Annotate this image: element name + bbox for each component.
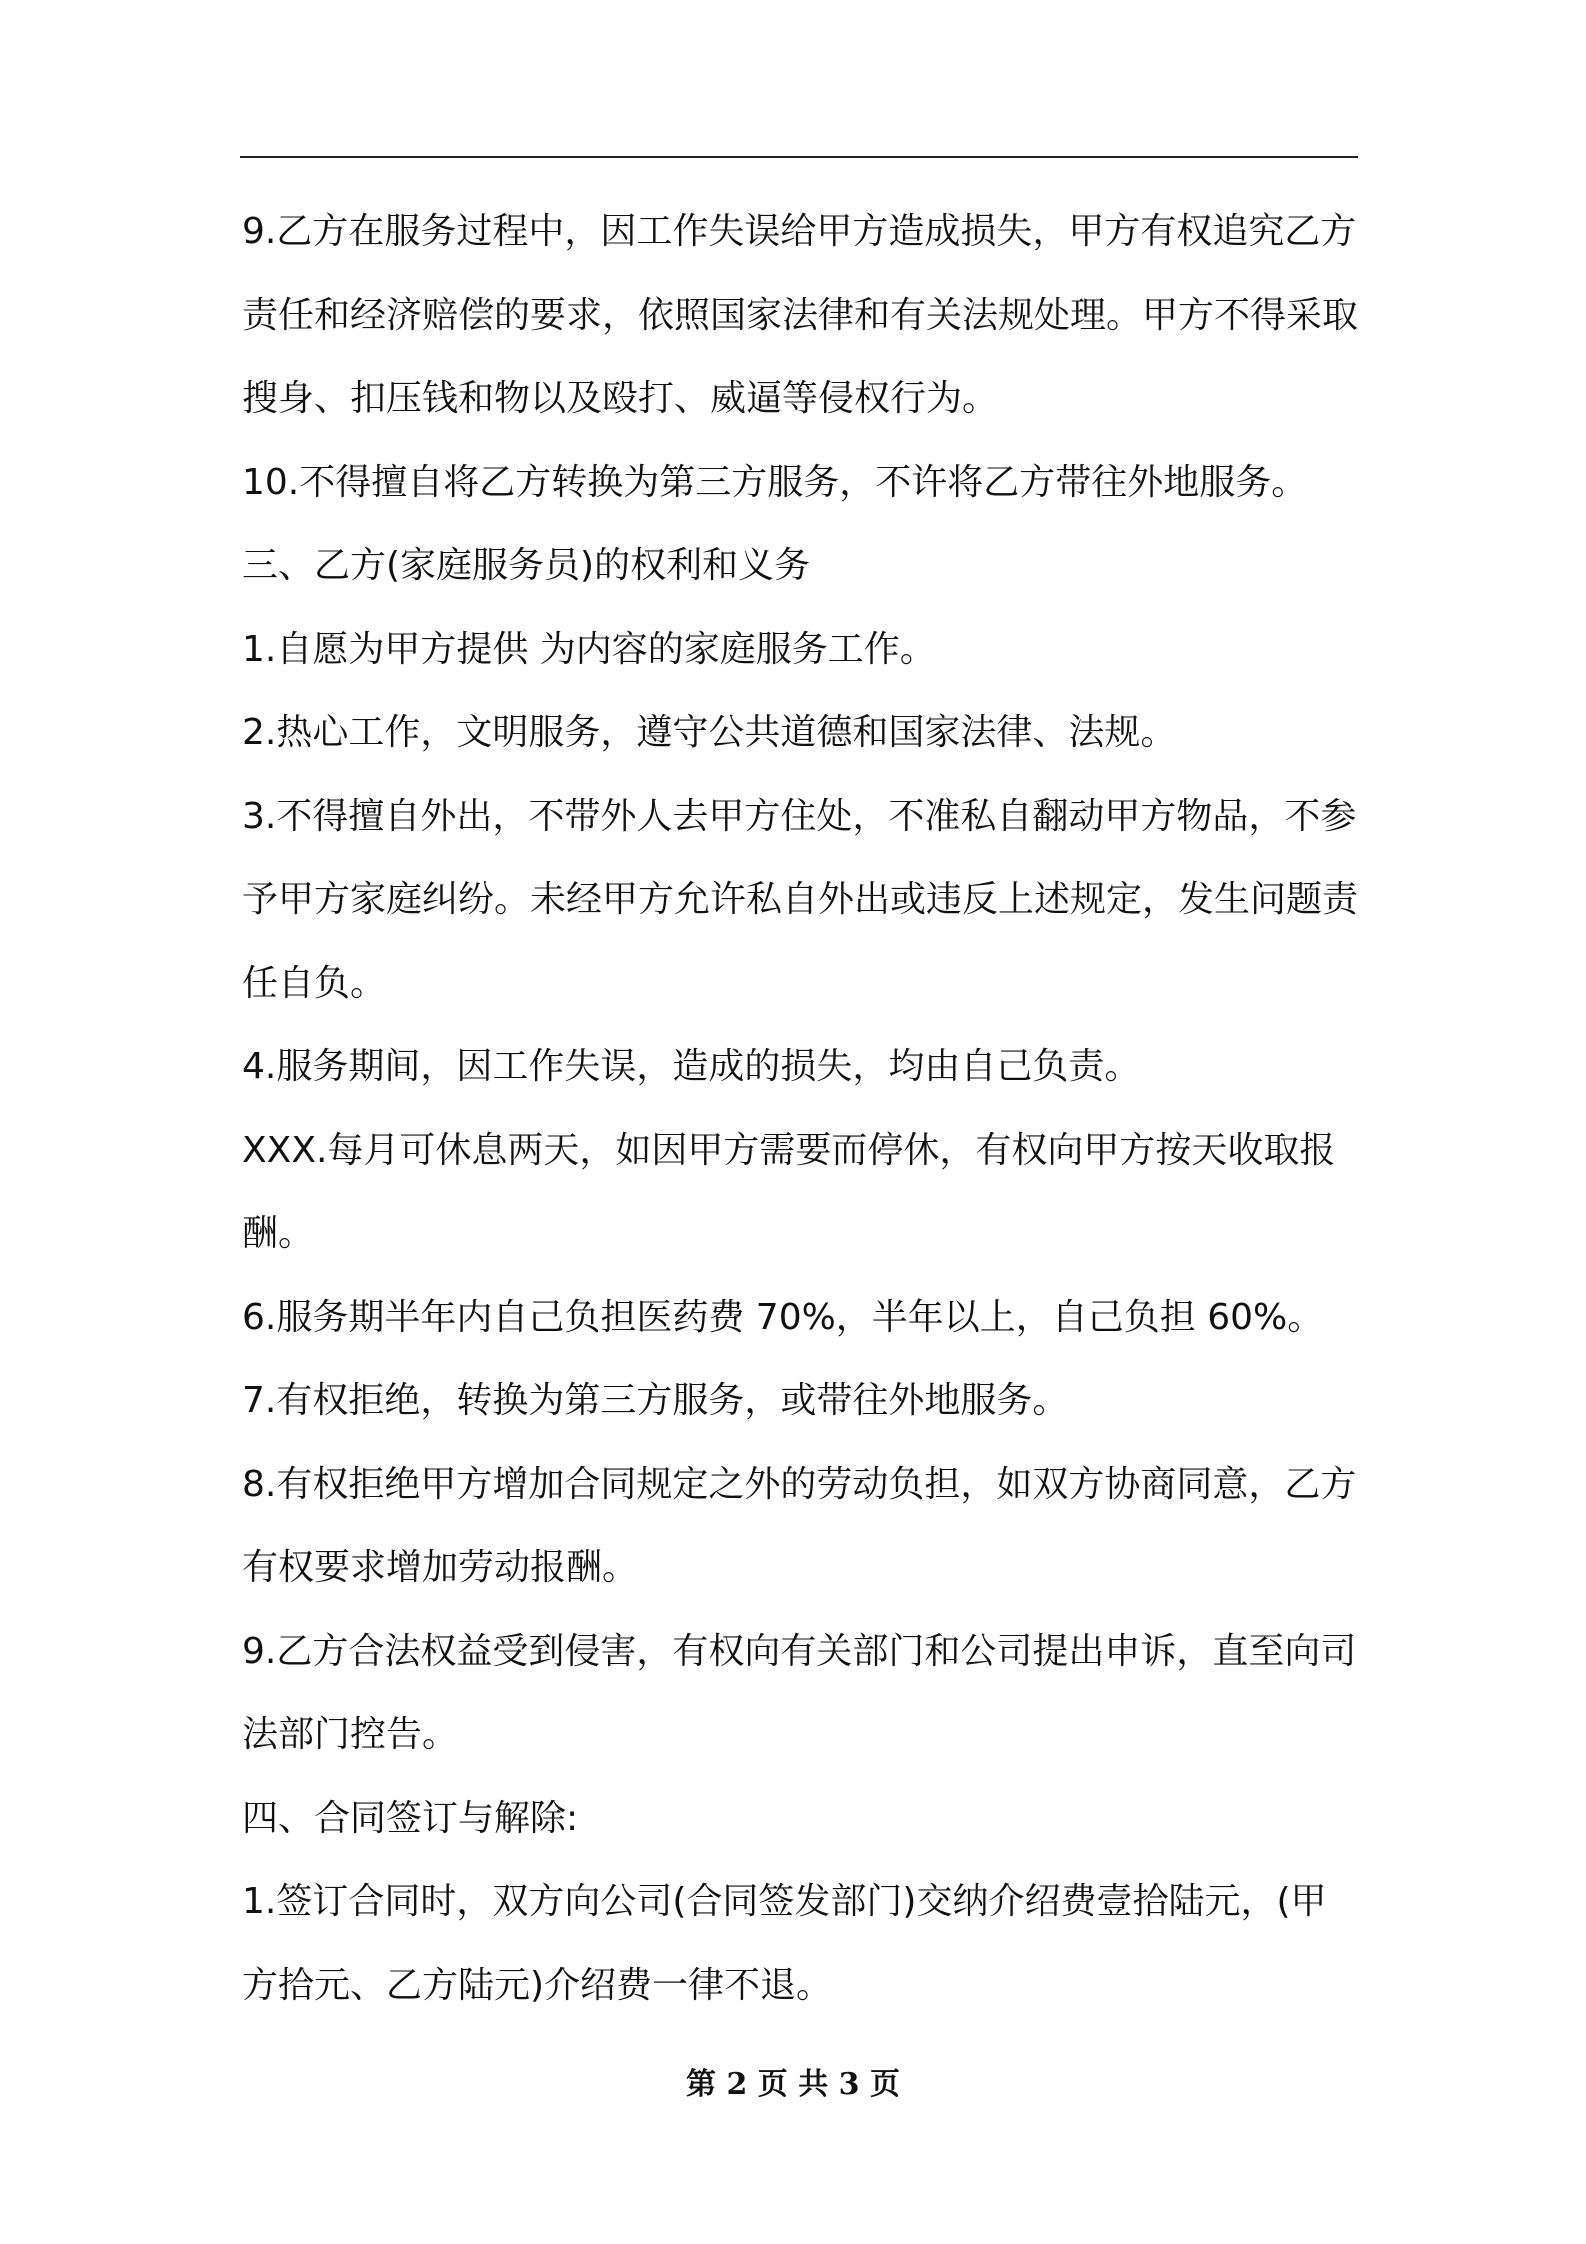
document-body — [242, 190, 1362, 2027]
section-heading: 三、乙方(家庭服务员)的权利和义务 — [242, 545, 811, 586]
paragraph: 10.不得擅自将乙方转换为第三方服务，不许将乙方带往外地服务。 — [242, 461, 1308, 503]
paragraph: 2.热心工作，文明服务，遵守公共道德和国家法律、法规。 — [242, 712, 1177, 753]
page-number-footer: 第 2 页 共 3 页 — [686, 2067, 900, 2102]
section-heading: 四、合同签订与解除: — [242, 1797, 579, 1839]
paragraph: 4.服务期间，因工作失误，造成的损失，均由自己负责。 — [242, 1046, 1141, 1087]
paragraph: 1.签订合同时，双方向公司(合同签发部门)交纳介绍费壹拾陆元，(甲方拾元、乙方陆元)介绍费一律不退。 — [242, 1881, 1327, 2006]
paragraph: XXX.每月可休息两天，如因甲方需要而停休，有权向甲方按天收取报酬。 — [242, 1129, 1336, 1254]
paragraph: 8.有权拒绝甲方增加合同规定之外的劳动负担，如双方协商同意，乙方有权要求增加劳动报酬。 — [242, 1463, 1357, 1588]
paragraph: 9.乙方合法权益受到侵害，有权向有关部门和公司提出申诉，直至向司法部门控告。 — [242, 1630, 1357, 1755]
paragraph: 3.不得擅自外出，不带外人去甲方住处，不准私自翻动甲方物品，不参予甲方家庭纠纷。未经甲方允许私自外出或违反上述规定，发生问题责任自负。 — [242, 795, 1359, 1004]
header-rule — [240, 156, 1358, 158]
paragraph: 9.乙方在服务过程中，因工作失误给甲方造成损失，甲方有权追究乙方责任和经济赔偿的要求，依照国家法律和有关法规处理。甲方不得采取搜身、扣压钱和物以及殴打、威逼等侵权行为。 — [242, 211, 1359, 419]
paragraph: 7.有权拒绝，转换为第三方服务，或带往外地服务。 — [242, 1380, 1069, 1421]
paragraph: 1.自愿为甲方提供 为内容的家庭服务工作。 — [242, 628, 936, 670]
paragraph: 6.服务期半年内自己负担医药费 70%，半年以上，自己负担 60%。 — [242, 1296, 1324, 1338]
